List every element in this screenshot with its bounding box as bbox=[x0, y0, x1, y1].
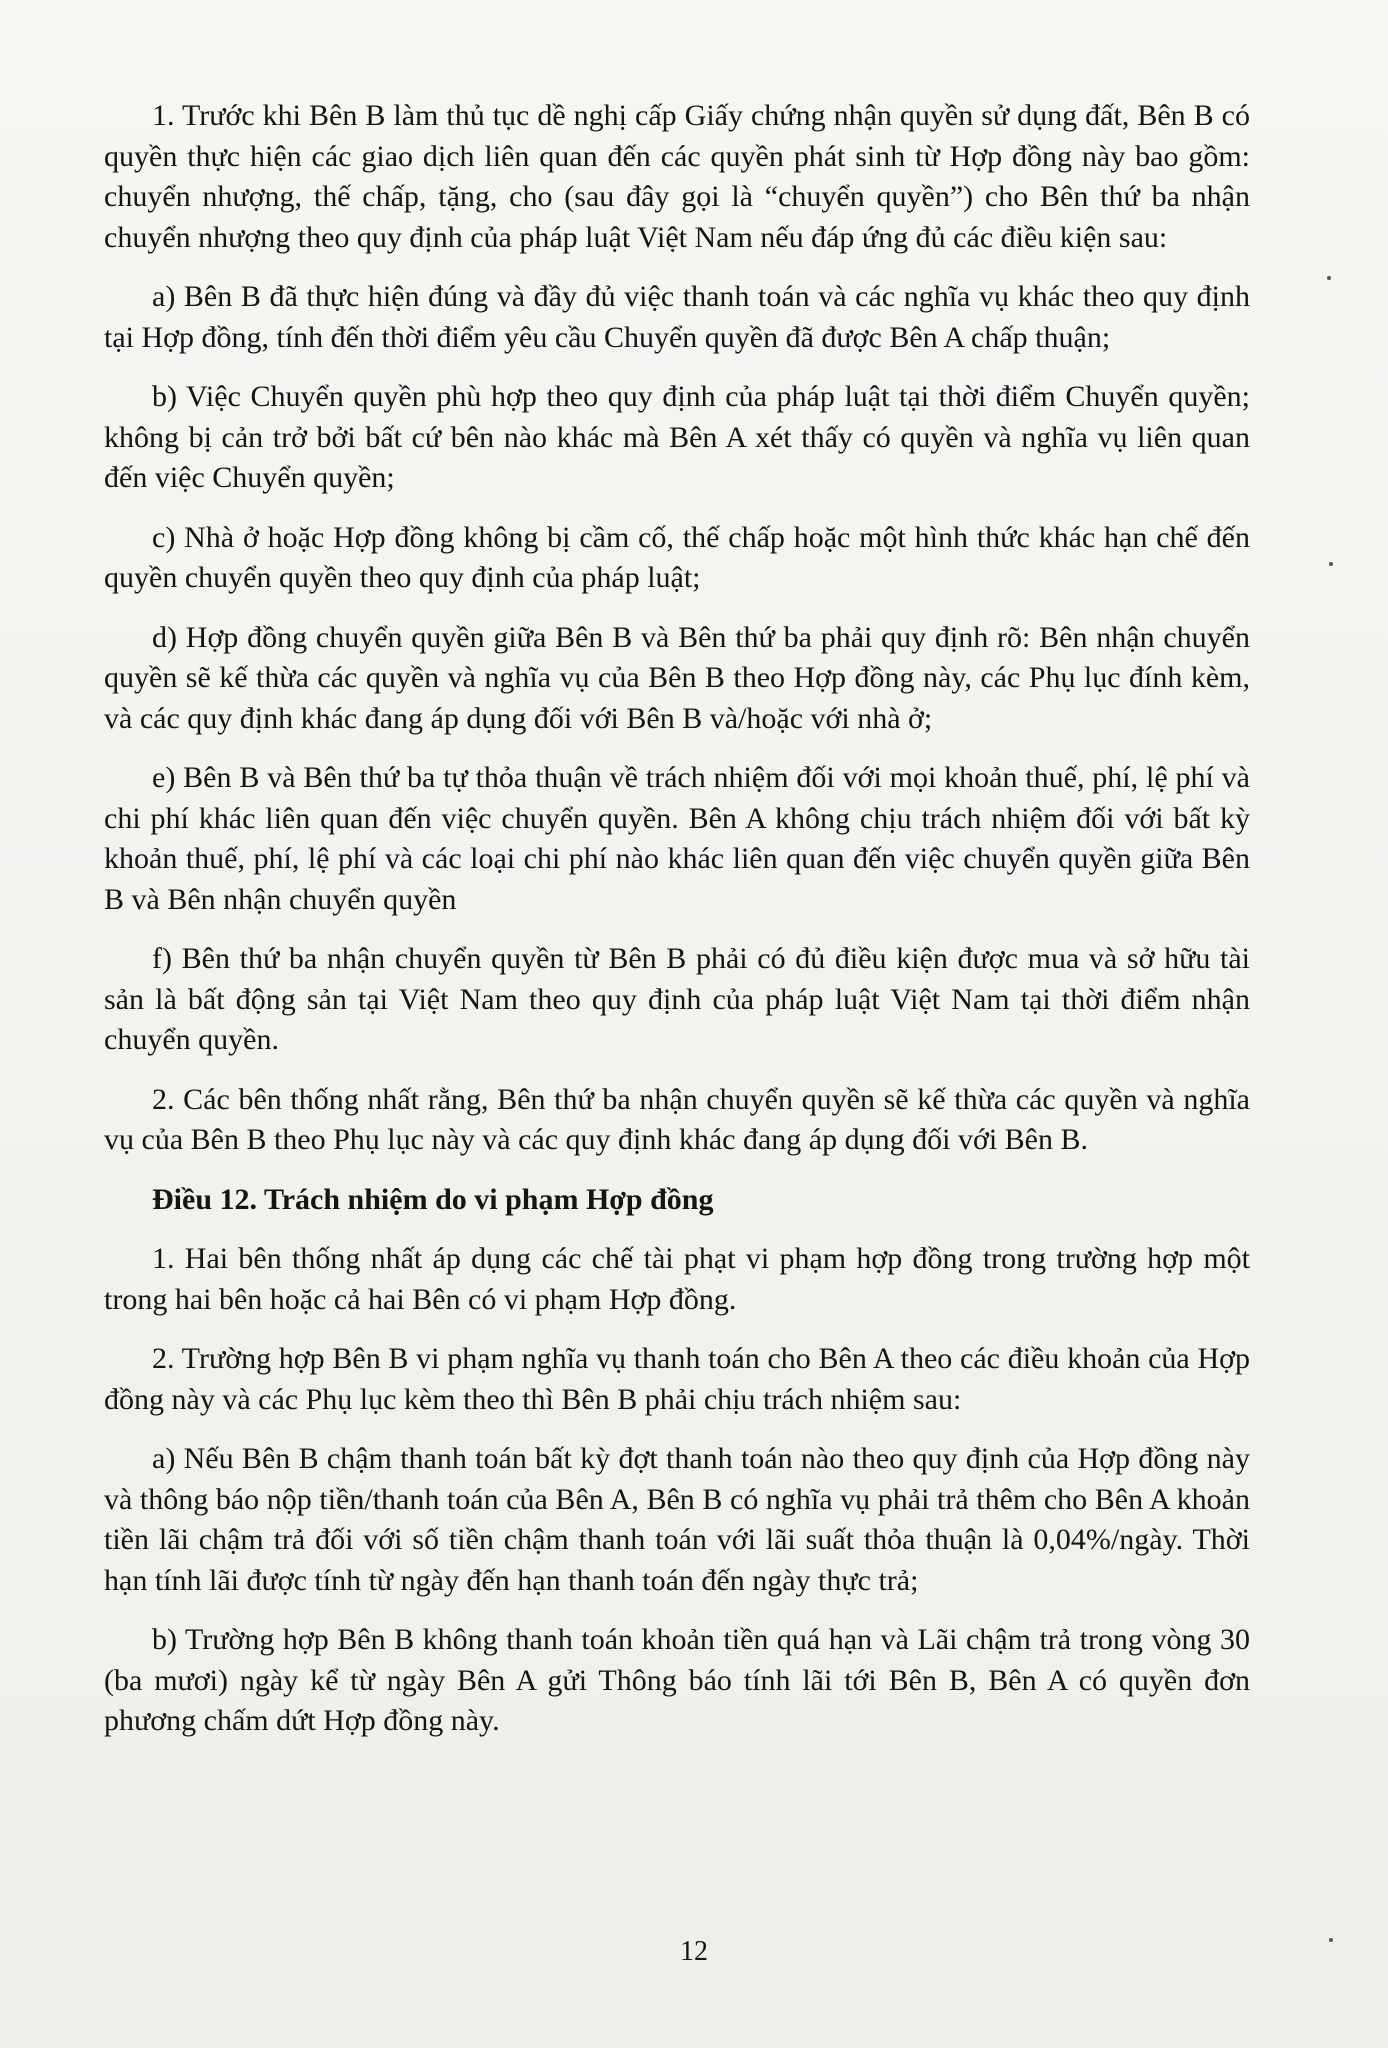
paragraph-payment-violation: 2. Trường hợp Bên B vi phạm nghĩa vụ thanh toán cho Bên A theo các điều khoản của Hợp đồng này và các Phụ lục kèm theo thì Bên B phải chịu trách nhiệm sau: bbox=[104, 1342, 1250, 1416]
paragraph-inheritance: 2. Các bên thống nhất rằng, Bên thứ ba nhận chuyển quyền sẽ kế thừa các quyền và nghĩa vụ của Bên B theo Phụ lục này và các quy định khác đang áp dụng đối với Bên B. bbox=[104, 1082, 1250, 1156]
paragraph-condition-e: e) Bên B và Bên thứ ba tự thỏa thuận về trách nhiệm đối với mọi khoản thuế, phí, lệ phí và chi phí khác liên quan đến việc chuyển quyền. Bên A không chịu trách nhiệm đối với bất kỳ khoản thuế, phí, lệ phí và các loại chi phí nào khác liên quan đến việc chuyển quyền giữa Bên B và Bên nhận chuyển quyền bbox=[104, 761, 1250, 916]
paragraph-transfer-conditions: 1. Trước khi Bên B làm thủ tục dề nghị cấp Giấy chứng nhận quyền sử dụng đất, Bên B có quyền thực hiện các giao dịch liên quan đến các quyền phát sinh từ Hợp đồng này bao gồm: chuyển nhượng, thế chấp, tặng, cho (sau đây gọi là “chuyển quyền”) cho Bên thứ ba nhận chuyển nhượng theo quy định của pháp luật Việt Nam nếu đáp ứng đủ các điều kiện sau: bbox=[104, 99, 1250, 254]
article-12-heading: Điều 12. Trách nhiệm do vi phạm Hợp đồng bbox=[152, 1182, 714, 1216]
paragraph-condition-b: b) Việc Chuyển quyền phù hợp theo quy định của pháp luật tại thời điểm Chuyển quyền; không bị cản trở bởi bất cứ bên nào khác mà Bên A xét thấy có quyền và nghĩa vụ liên quan đến việc Chuyển quyền; bbox=[104, 380, 1250, 494]
paragraph-condition-d: d) Hợp đồng chuyển quyền giữa Bên B và Bên thứ ba phải quy định rõ: Bên nhận chuyển quyền sẽ kế thừa các quyền và nghĩa vụ của Bên B theo Hợp đồng này, các Phụ lục đính kèm, và các quy định khác đang áp dụng đối với Bên B và/hoặc với nhà ở; bbox=[104, 620, 1250, 735]
paragraph-condition-f: f) Bên thứ ba nhận chuyển quyền từ Bên B phải có đủ điều kiện được mua và sở hữu tài sản là bất động sản tại Việt Nam theo quy định của pháp luật Việt Nam tại thời điểm nhận chuyển quyền. bbox=[104, 942, 1250, 1056]
document-body bbox=[104, 96, 1250, 1761]
scan-speck bbox=[1327, 276, 1331, 280]
paragraph-late-interest: a) Nếu Bên B chậm thanh toán bất kỳ đợt thanh toán nào theo quy định của Hợp đồng này và thông báo nộp tiền/thanh toán của Bên A, Bên B có nghĩa vụ phải trả thêm cho Bên A khoản tiền lãi chậm trả đối với số tiền chậm thanh toán với lãi suất thỏa thuận là 0,04%/ngày. Thời hạn tính lãi được tính từ ngày đến hạn thanh toán đến ngày thực trả; bbox=[104, 1442, 1250, 1597]
paragraph-condition-a: a) Bên B đã thực hiện đúng và đầy đủ việc thanh toán và các nghĩa vụ khác theo quy định tại Hợp đồng, tính đến thời điểm yêu cầu Chuyển quyền đã được Bên A chấp thuận; bbox=[104, 280, 1250, 354]
paragraph-penalty-agreement: 1. Hai bên thống nhất áp dụng các chế tài phạt vi phạm hợp đồng trong trường hợp một trong hai bên hoặc cả hai Bên có vi phạm Hợp đồng. bbox=[104, 1242, 1250, 1316]
scan-speck bbox=[1329, 562, 1333, 566]
page-number: 12 bbox=[680, 1936, 708, 1967]
paragraph-condition-c: c) Nhà ở hoặc Hợp đồng không bị cầm cố, thế chấp hoặc một hình thức khác hạn chế đến quyền chuyển quyền theo quy định của pháp luật; bbox=[104, 520, 1250, 594]
paragraph-termination-right: b) Trường hợp Bên B không thanh toán khoản tiền quá hạn và Lãi chậm trả trong vòng 30 (ba mươi) ngày kể từ ngày Bên A gửi Thông báo tính lãi tới Bên B, Bên A có quyền đơn phương chấm dứt Hợp đồng này. bbox=[104, 1623, 1250, 1737]
scan-speck bbox=[1329, 1938, 1333, 1942]
